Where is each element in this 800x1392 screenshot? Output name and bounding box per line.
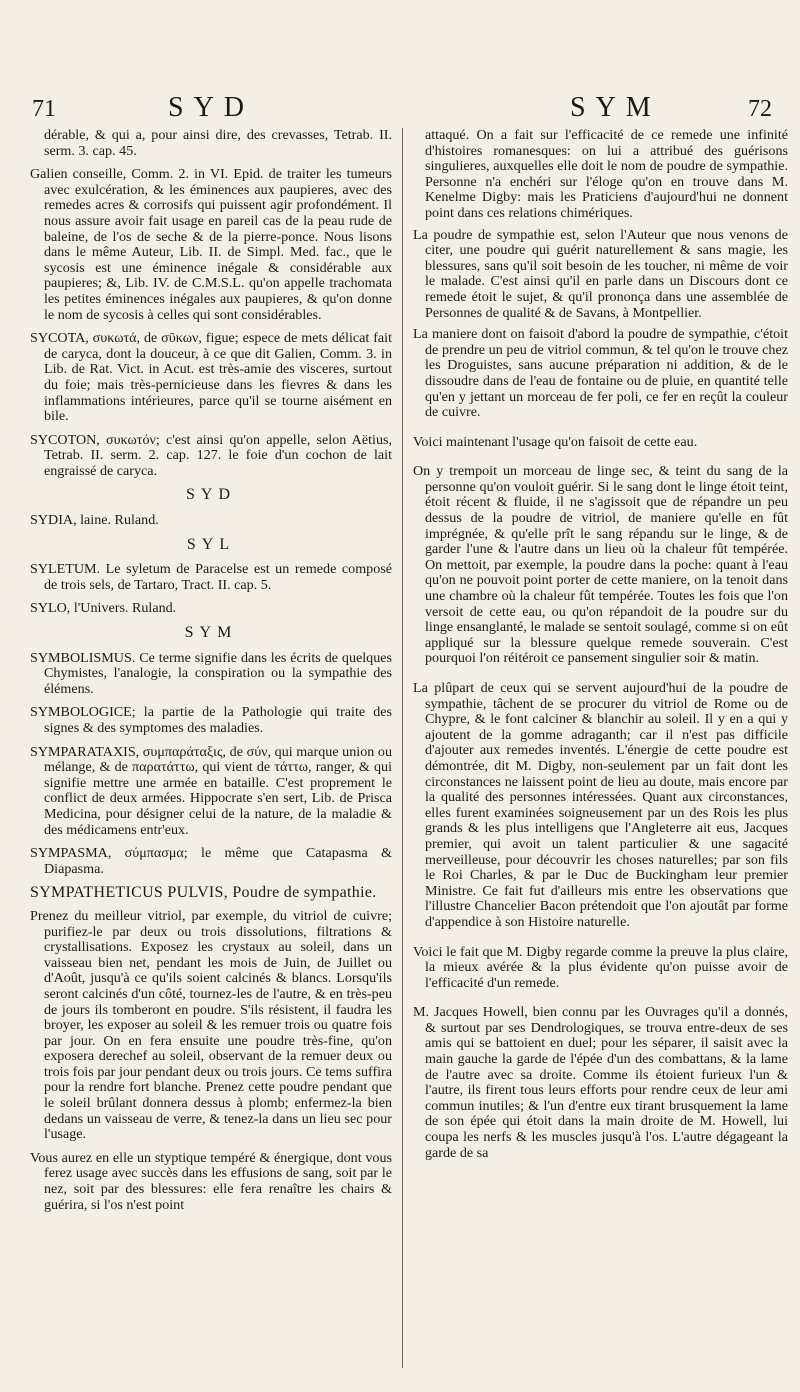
paragraph: La poudre de sympathie est, selon l'Auteur que nous venons de citer, une poudre qui guérit naturellement & sans magie, les blessures, sans qu'il soit besoin de les toucher, ni même de voir le malade. C'est ainsi qu'il en parle dans un Discours dont ce remede étoit le sujet, & qu'il prononça dans une assemblée de Personnes de qualité & de Savans, à Montpellier. <box>413 226 788 321</box>
paragraph: Vous aurez en elle un styptique tempéré & énergique, dont vous ferez usage avec succès dans les effusions de sang, soit par le nez, soit par des blessures: elle fera renaître les chairs & guérira, si l'os n'est point <box>30 1149 392 1213</box>
paragraph: Voici le fait que M. Digby regarde comme la preuve la plus claire, la mieux avérée & la plus évidente qu'on puisse avoir de l'efficacité d'un remede. <box>413 943 788 991</box>
entry-syletum: SYLETUM. Le syletum de Paracelse est un remede composé de trois sels, de Tartaro, Tract. II. cap. 5. <box>30 561 392 593</box>
paragraph: Voici maintenant l'usage qu'on faisoit de cette eau. <box>413 433 698 450</box>
entry-sycoton: SYCOTON, συκωτόν; c'est ainsi qu'on appelle, selon Aëtius, Tetrab. II. serm. 2. cap. 127. le foie d'un cochon de lait engraissé de caryca. <box>30 431 392 479</box>
paragraph: Galien conseille, Comm. 2. in VI. Epid. de traiter les tumeurs avec exulcération, & les éminences aux paupieres, avec des remedes acres & corrosifs qui puissent agir profondément. Il nous assure avoir fait usage en pareil cas de la peau rude de baleine, de l'os de seche & de la pierre-ponce. Nous lisons dans le même Auteur, Lib. II. de Simpl. Med. fac., que le sycosis est une éminence inégale & considérable aux paupieres; &, Lib. IV. de C.M.S.L. qu'on appelle trachomata les petites éminences inégales aux paupieres, & qu'on donne le nom de sycosis à celles qui sont considérables. <box>30 166 392 323</box>
paragraph: On y trempoit un morceau de linge sec, & teint du sang de la personne qu'on vouloit guérir. Si le sang dont le linge étoit teint, étoit récent & fluide, il ne s'agissoit que de répandre un peu dessus de la poudre de vitriol, de maniere qu'elle en fût imprégnée, & qu'elle prît le sang répandu sur le linge, & de garder l'une & l'autre dans un lieu où la chaleur fût tempérée. On mettoit, par exemple, la poudre dans la poche: quant à l'eau qu'on ne pouvoit point porter de cette maniere, on la tenoit dans une chambre où la chaleur fût tempérée. Toutes les fois que l'on versoit de cette eau, ou qu'on répandoit de la poudre sur du linge ensanglanté, le malade se sentoit soulagé, comme si on eût appliqué sur la blessure quelque remede souverain. C'est pourquoi l'on réitéroit ce pansement singulier soir & matin. <box>413 463 788 667</box>
paragraph: La plûpart de ceux qui se servent aujourd'hui de la poudre de sympathie, tâchent de se procurer du vitriol de Rome ou de Chypre, & le font calciner & blanchir au soleil. Il y en a qui y ajoutent de la gomme adraganth; car il n'est pas difficile d'ajouter aux remedes inventés. L'énergie de cette poudre est démontrée, dit M. Digby, non-seulement par un fait dont les circonstances ne laissent point de lieu au doute, mais encore par la qualité des personnes intéressées. Quant aux circonstances, elles furent examinées soigneusement par un des Rois les plus grands & les plus intelligens que l'Angleterre ait eus, Jacques premier, qui avoit un talent particulier & une sagacité merveilleuse, pour découvrir les choses naturelles; par son fils le Roi Charles, & par le Duc de Buckingham leur premier Ministre. Ce fait fut d'ailleurs mis entre les observations que l'illustre Chancelier Bacon prétendoit que l'on ajoutât par forme d'appendice à son Histoire naturelle. <box>413 680 788 930</box>
right-page-number: 72 <box>748 96 772 122</box>
paragraph: dérable, & qui a, pour ainsi dire, des crevasses, Tetrab. II. serm. 3. cap. 45. <box>44 127 392 159</box>
paragraph: La maniere dont on faisoit d'abord la poudre de sympathie, c'étoit de prendre un peu de vitriol commun, & tel qu'on le trouve chez les Droguistes, sans aucune préparation ni addition, & de le dissoudre dans de l'eau de fontaine ou de pluie, en quantité telle qu'en y jettant un morceau de fer poli, ce fer en reçût la couleur de cuivre. <box>413 326 788 421</box>
entry-sympatheticus-pulvis: SYMPATHETICUS PULVIS, Poudre de sympathie. <box>30 884 377 902</box>
paragraph: attaqué. On a fait sur l'efficacité de ce remede une infinité d'histoires romanesques: on lui a attribué des guérisons singulieres, auxquelles elle doit le nom de poudre de sympathie. Personne n'a enchéri sur l'éloge qu'on en trouve dans M. Kenelme Digby: mais les Praticiens d'aujourd'hui ne donnent point dans ces relations chimériques. <box>425 127 788 221</box>
left-page-number: 71 <box>32 96 56 122</box>
paragraph: M. Jacques Howell, bien connu par les Ouvrages qu'il a donnés, & surtout par ses Dendrologiques, se trouva entre-deux de ses amis qui se battoient en duel; pour les séparer, il saisit avec la main gauche la garde de l'épée d'un des combattans, & la lame de l'autre avec sa droite. Comme ils étoient furieux l'un & l'autre, ils firent tous leurs efforts pour rendre ceux de leur ami commun inutiles; & l'un d'entre eux tirant brusquement la lame de son épée qui étoit dans la main droite de M. Howell, lui coupa les nerfs & les muscles jusqu'à l'os. L'autre dégageant la garde de sa <box>413 1004 788 1161</box>
entry-sylo: SYLO, l'Univers. Ruland. <box>30 600 177 617</box>
left-column <box>30 128 392 1221</box>
entry-sycota: SYCOTA, συκωτά, de σῦκων, figue; espece de mets délicat fait de caryca, dont la douceur, à ce que dit Galien, Comm. 3. in Lib. de Rat. Vict. in Acut. est très-amie des visceres, surtout du foie; mais très-pernicieuse dans les fievres & dans les inflammations intérieures, parce qu'il se tourne aisément en bile. <box>30 330 392 425</box>
section-heading-sym: SYM <box>184 624 238 642</box>
entry-symparataxis: SYMPARATAXIS, συμπαράταξις, de σύν, qui marque union ou mélange, & de παρατάττω, qui vient de τάττω, ranger, & qui signifie mettre une armée en bataille. C'est proprement le conflict de deux armées. Hippocrate s'en sert, Lib. de Prisca Medicina, pour désigner celui de la nature, de la maladie & des médicamens entr'eux. <box>30 743 392 838</box>
entry-sydia: SYDIA, laine. Ruland. <box>30 512 159 529</box>
column-divider <box>402 128 403 1368</box>
right-column <box>413 128 788 1167</box>
recipe-paragraph: Prenez du meilleur vitriol, par exemple, du vitriol de cuivre; purifiez-le par deux ou trois dissolutions, filtrations & crystallisations. Exposez les crystaux au soleil, dans un vaisseau bien net, pendant les mois de Juin, de Juillet ou d'Août, jusqu'à ce qu'ils soient calcinés & blancs. Lorsqu'ils seront calcinés d'un côté, tournez-les de l'autre, & en très-peu de jours ils tomberont en poudre. S'ils résistent, il faudra les broyer, les exposer au soleil & les remuer trois ou quatre fois par jour. On en fera ensuite une poudre très-fine, qu'on exposera derechef au soleil, observant de la remuer deux ou trois fois par jour pendant deux ou trois jours. Ce tems suffira pour la rendre fort blanche. Prenez cette poudre pendant que le soleil brûlant donnera dessus à plomb; enfermez-la bien dedans un vaisseau de verre, & tenez-la dans un lieu sec pour l'usage. <box>30 907 392 1143</box>
section-heading-syl: SYL <box>186 535 236 553</box>
entry-symbolismus: SYMBOLISMUS. Ce terme signifie dans les écrits de quelques Chymistes, l'analogie, la conspiration ou la sympathie des élémens. <box>30 649 392 697</box>
entry-symbologice: SYMBOLOGICE; la partie de la Pathologie qui traite des signes & des symptomes des maladies. <box>30 704 392 736</box>
right-running-head: SYM <box>570 92 661 123</box>
running-header <box>30 92 776 126</box>
entry-sympasma: SYMPASMA, σύμπασμα; le même que Catapasma & Diapasma. <box>30 845 392 877</box>
section-heading-syd: SYD <box>185 486 236 504</box>
left-running-head: SYD <box>168 92 255 123</box>
